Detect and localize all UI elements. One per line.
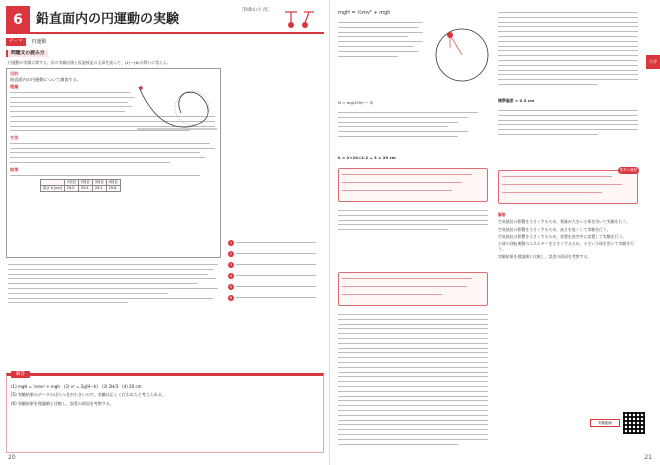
- formula-text: mgH = ½mv² + mgh: [338, 10, 391, 16]
- formula-2: N = mg(2H/h − 3): [338, 100, 374, 105]
- answer-tag: 解答: [11, 371, 30, 378]
- table-header-cell: 2回目: [78, 180, 92, 186]
- result-line: [10, 173, 200, 178]
- note-number-icon: 2: [229, 252, 233, 256]
- problem-box: [6, 68, 221, 258]
- source-label: ［和歌山大 改］: [239, 8, 272, 13]
- derivation-lines: [338, 20, 428, 58]
- force-diagram: [430, 20, 495, 90]
- side-notes: [228, 240, 326, 306]
- table-header-cell: 3回目: [92, 180, 106, 186]
- purpose-heading: 目的: [10, 71, 19, 76]
- note-number-icon: 5: [229, 285, 233, 289]
- note-number-icon: 3: [229, 263, 233, 267]
- chapter-number: 6: [6, 6, 30, 34]
- theme-label: テーマ: [6, 38, 26, 46]
- thinking-box: [498, 170, 638, 204]
- derivation-lines-2: [338, 110, 488, 139]
- bullet-item: 空気抵抗の影響を小さくするため，装置を真空中に設置して実験を行う。: [498, 233, 627, 239]
- bullet-item: 実験結果を理論値と比較し，誤差の原因を考察する。: [498, 253, 592, 259]
- formula-4: 標準偏差 ≈ 0.3 cm: [498, 98, 535, 103]
- body-lines-2: [338, 312, 488, 446]
- result-table: [40, 179, 121, 191]
- answer-line-1: (1) mgH = ½mv² + mgh (2) v² = 2g(H−h) (3) 2H/3 (4) 20 cm: [11, 384, 142, 389]
- theme-bar: [6, 38, 126, 46]
- theory-heading: 理論: [10, 84, 19, 90]
- point-label: 思考の過程: [619, 168, 637, 172]
- right-column-lines: [498, 10, 638, 87]
- side-tab: 力学: [646, 55, 660, 69]
- answer-line-3: (6) 実験結果を理論値と比較し，誤差の原因を考察する。: [11, 400, 114, 406]
- qr-code-icon[interactable]: [623, 412, 645, 434]
- side-note: [228, 240, 326, 246]
- table-header-cell: 4回目: [106, 180, 120, 186]
- chapter-header: [6, 6, 324, 34]
- review-heading: 解説: [498, 212, 506, 217]
- side-note: [228, 284, 326, 290]
- bullet-item: 小球の回転運動のエネルギーを小さくするため，小さい小球を用いて実験を行う。: [498, 241, 635, 252]
- qr-caption: 実験動画: [590, 419, 620, 428]
- review-section: [498, 212, 638, 261]
- right-page: [330, 0, 660, 465]
- theme-value: 円運動: [31, 38, 47, 45]
- purpose-text: 鉛直面内の円運動について調査する。: [10, 76, 82, 82]
- tip-box-2: [338, 272, 488, 306]
- method-lines: [10, 141, 217, 165]
- section-heading: 問題文の読み方: [6, 50, 48, 57]
- table-cell: 29.6: [106, 185, 120, 191]
- result-heading: 結果: [10, 166, 19, 172]
- tip-box-1: [338, 168, 488, 202]
- pendulum-icon: [284, 11, 298, 29]
- table-header-cell: 1回目: [64, 180, 78, 186]
- page-title: 鉛直面内の円運動の実験: [36, 12, 180, 27]
- header-icons: [280, 6, 320, 33]
- swing-icon: [302, 11, 316, 29]
- table-row-label: 高さ h [cm]: [41, 185, 65, 191]
- intro-text: 円運動の実験に関する，次の実験計画と仮説検証の文章を読んで，(1)〜(6)の問いに答えよ。: [8, 60, 171, 65]
- note-number-icon: 4: [229, 274, 233, 278]
- side-note: [228, 273, 326, 279]
- bullet-item: 空気抵抗の影響を小さくするため，高さを低くして実験を行う。: [498, 226, 611, 232]
- table-cell: 29.5: [78, 185, 92, 191]
- bullet-item: 空気抵抗の影響を小さくするため，質量が大きい小球を用いて実験を行う。: [498, 219, 631, 225]
- table-row: [41, 185, 121, 191]
- table-cell: 29.0: [64, 185, 78, 191]
- loop-track-diagram: [137, 83, 217, 133]
- side-note: [228, 251, 326, 257]
- note-number-icon: 1: [229, 241, 233, 245]
- answer-line-2: (5) 実験結果のデータのばらつきが小さいので，実験は正しく行われたと考えられる。: [11, 392, 166, 398]
- right-column-lines-2: [498, 108, 638, 137]
- formula-1: [338, 10, 488, 17]
- page-number-left: 20: [8, 453, 16, 461]
- page-number-right: 21: [644, 453, 652, 461]
- formula-3: k = 2×24×1.2 ÷ 3 = 20 cm: [338, 155, 396, 160]
- side-note: [228, 262, 326, 268]
- body-lines-1: [338, 208, 488, 232]
- qr-area[interactable]: [590, 412, 645, 434]
- side-note: [228, 295, 326, 301]
- table-cell: 29.2: [92, 185, 106, 191]
- note-number-icon: 6: [229, 296, 233, 300]
- answer-box: [6, 373, 324, 453]
- method-heading: 方法: [10, 135, 19, 141]
- question-lines: [8, 262, 223, 305]
